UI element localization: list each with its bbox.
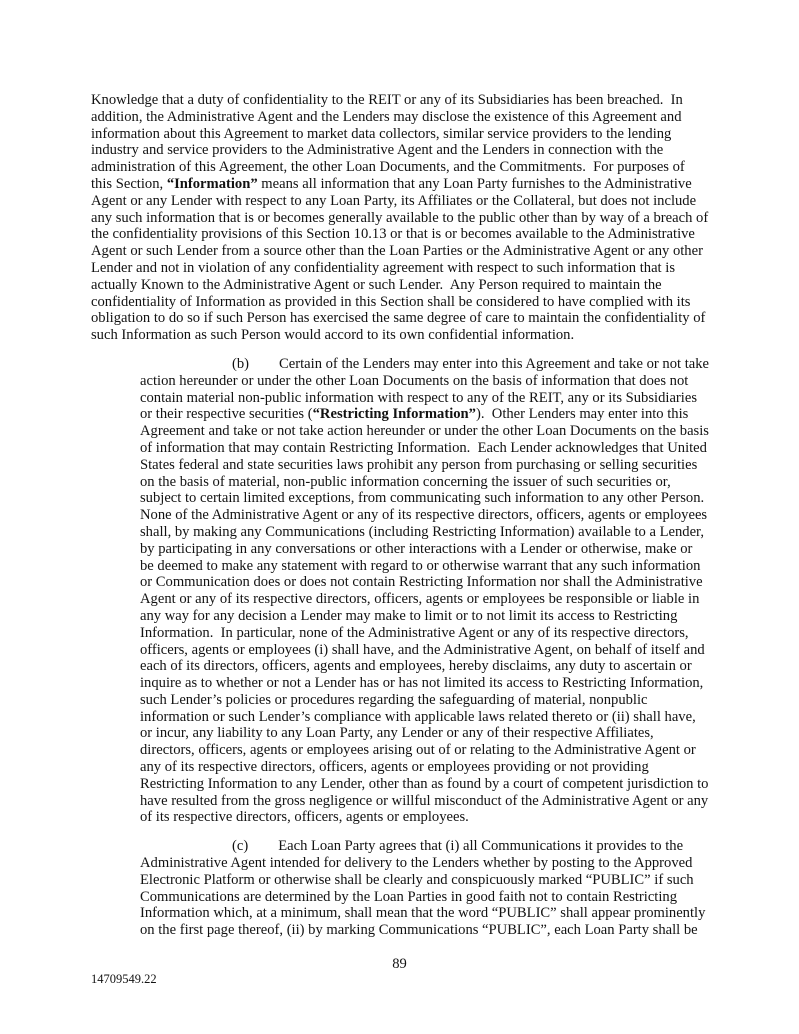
paragraph-text: ). Other Lenders may enter into this Agreement and take or not take action hereunder or under the other Loan Documents on the basis of information that may contain Restricting Information. Each Lender acknowledges that United States federal and state securities laws prohibit any person from purchasing or selling securities on the basis of material, non-public information concerning the issuer of such securities or, subject to certain limited exceptions, from communicating such information to any other Person. None of the Administrative Agent or any of its respective directors, officers, agents or employees shall, by making any Communications (including Restricting Information) available to a Lender, by participating in any conversations or other interactions with a Lender or otherwise, make or be deemed to make any statement with regard to or otherwise warrant that any such information or Communication does or does not contain Restricting Information nor shall the Administrative Agent or any of its respective directors, officers, agents or employees be responsible or liable in any way for any decision a Lender may make to limit or to not limit its access to Restricting Information. In particular, none of the Administrative Agent or any of its respective directors, officers, agents or employees (i) shall have, and the Administrative Agent, on behalf of itself and each of its directors, officers, agents and employees, hereby disclaims, any duty to ascertain or inquire as to whether or not a Lender has or has not limited its access to Restricting Information, such Lender’s policies or procedures regarding the safeguarding of material, nonpublic information or such Lender’s compliance with applicable laws related thereto or (ii) shall have, or incur, any liability to any Loan Party, any Lender or any of their respective Affiliates, directors, officers, agents or employees arising out of or relating to the Administrative Agent or any of its respective directors, officers, agents or employees providing or not providing Restricting Information to any Lender, other than as found by a court of competent jurisdiction to have resulted from the gross negligence or willful misconduct of the Administrative Agent or any of its respective directors, officers, agents or employees.: [140, 406, 713, 826]
paragraph-b-label: (b): [232, 355, 250, 372]
paragraph-text: Knowledge that a duty of confidentiality to the REIT or any of its Subsidiaries has been breached. In addition, the Administrative Agent and the Lenders may disclose the existence of this Agreement and information about this Agreement to market data collectors, similar service providers to the lending industry and service providers to the Administrative Agent and the Lenders in connection with the administration of this Agreement, the other Loan Documents, and the Commitments. For purposes of this Section,: [91, 92, 689, 192]
paragraph-text: means all information that any Loan Party furnishes to the Administrative Agent or any Lender with respect to any Loan Party, its Affiliates or the Collateral, but does not include any such information that is or becomes generally available to the public other than by way of a breach of the confidentiality provisions of this Section 10.13 or that is or becomes available to the Administrative Agent or such Lender from a source other than the Loan Parties or the Administrative Agent or any other Lender and not in violation of any confidentiality agreement with respect to such information that is actually Known to the Administrative Agent or such Lender. Any Person required to maintain the confidentiality of Information as provided in this Section shall be considered to have complied with its obligation to do so if such Person has exercised the same degree of care to maintain the confidentiality of such Information as such Person would accord to its own confidential information.: [91, 175, 712, 344]
paragraph-c: [140, 838, 709, 939]
page-number: 89: [392, 956, 407, 972]
paragraph-text: Each Loan Party agrees that (i) all Communications it provides to the Administrative Agent intended for delivery to the Lenders whether by posting to the Approved Electronic Platform or otherwise shall be clearly and conspicuously marked “PUBLIC” if such Communications are determined by the Loan Parties in good faith not to contain Restricting Information which, at a minimum, shall mean that the word “PUBLIC” shall appear prominently on the first page thereof, (ii) by marking Communications “PUBLIC”, each Loan Party shall be: [140, 838, 710, 939]
document-id-footer: 14709549.22: [91, 972, 157, 986]
paragraph-confidentiality-continuation: [91, 92, 712, 344]
page-body: [91, 92, 713, 951]
paragraph-text: Certain of the Lenders may enter into this Agreement and take or not take action hereunder or under the other Loan Documents on the basis of information that does not contain material non-public information with respect to any of the REIT, any or its Subsidiaries or their respective securities (: [140, 355, 713, 423]
paragraph-b: [140, 355, 713, 826]
defined-term-information: “Information”: [166, 175, 258, 192]
paragraph-c-label: (c): [232, 838, 249, 855]
defined-term-restricting-information: “Restricting Information”: [312, 406, 476, 423]
